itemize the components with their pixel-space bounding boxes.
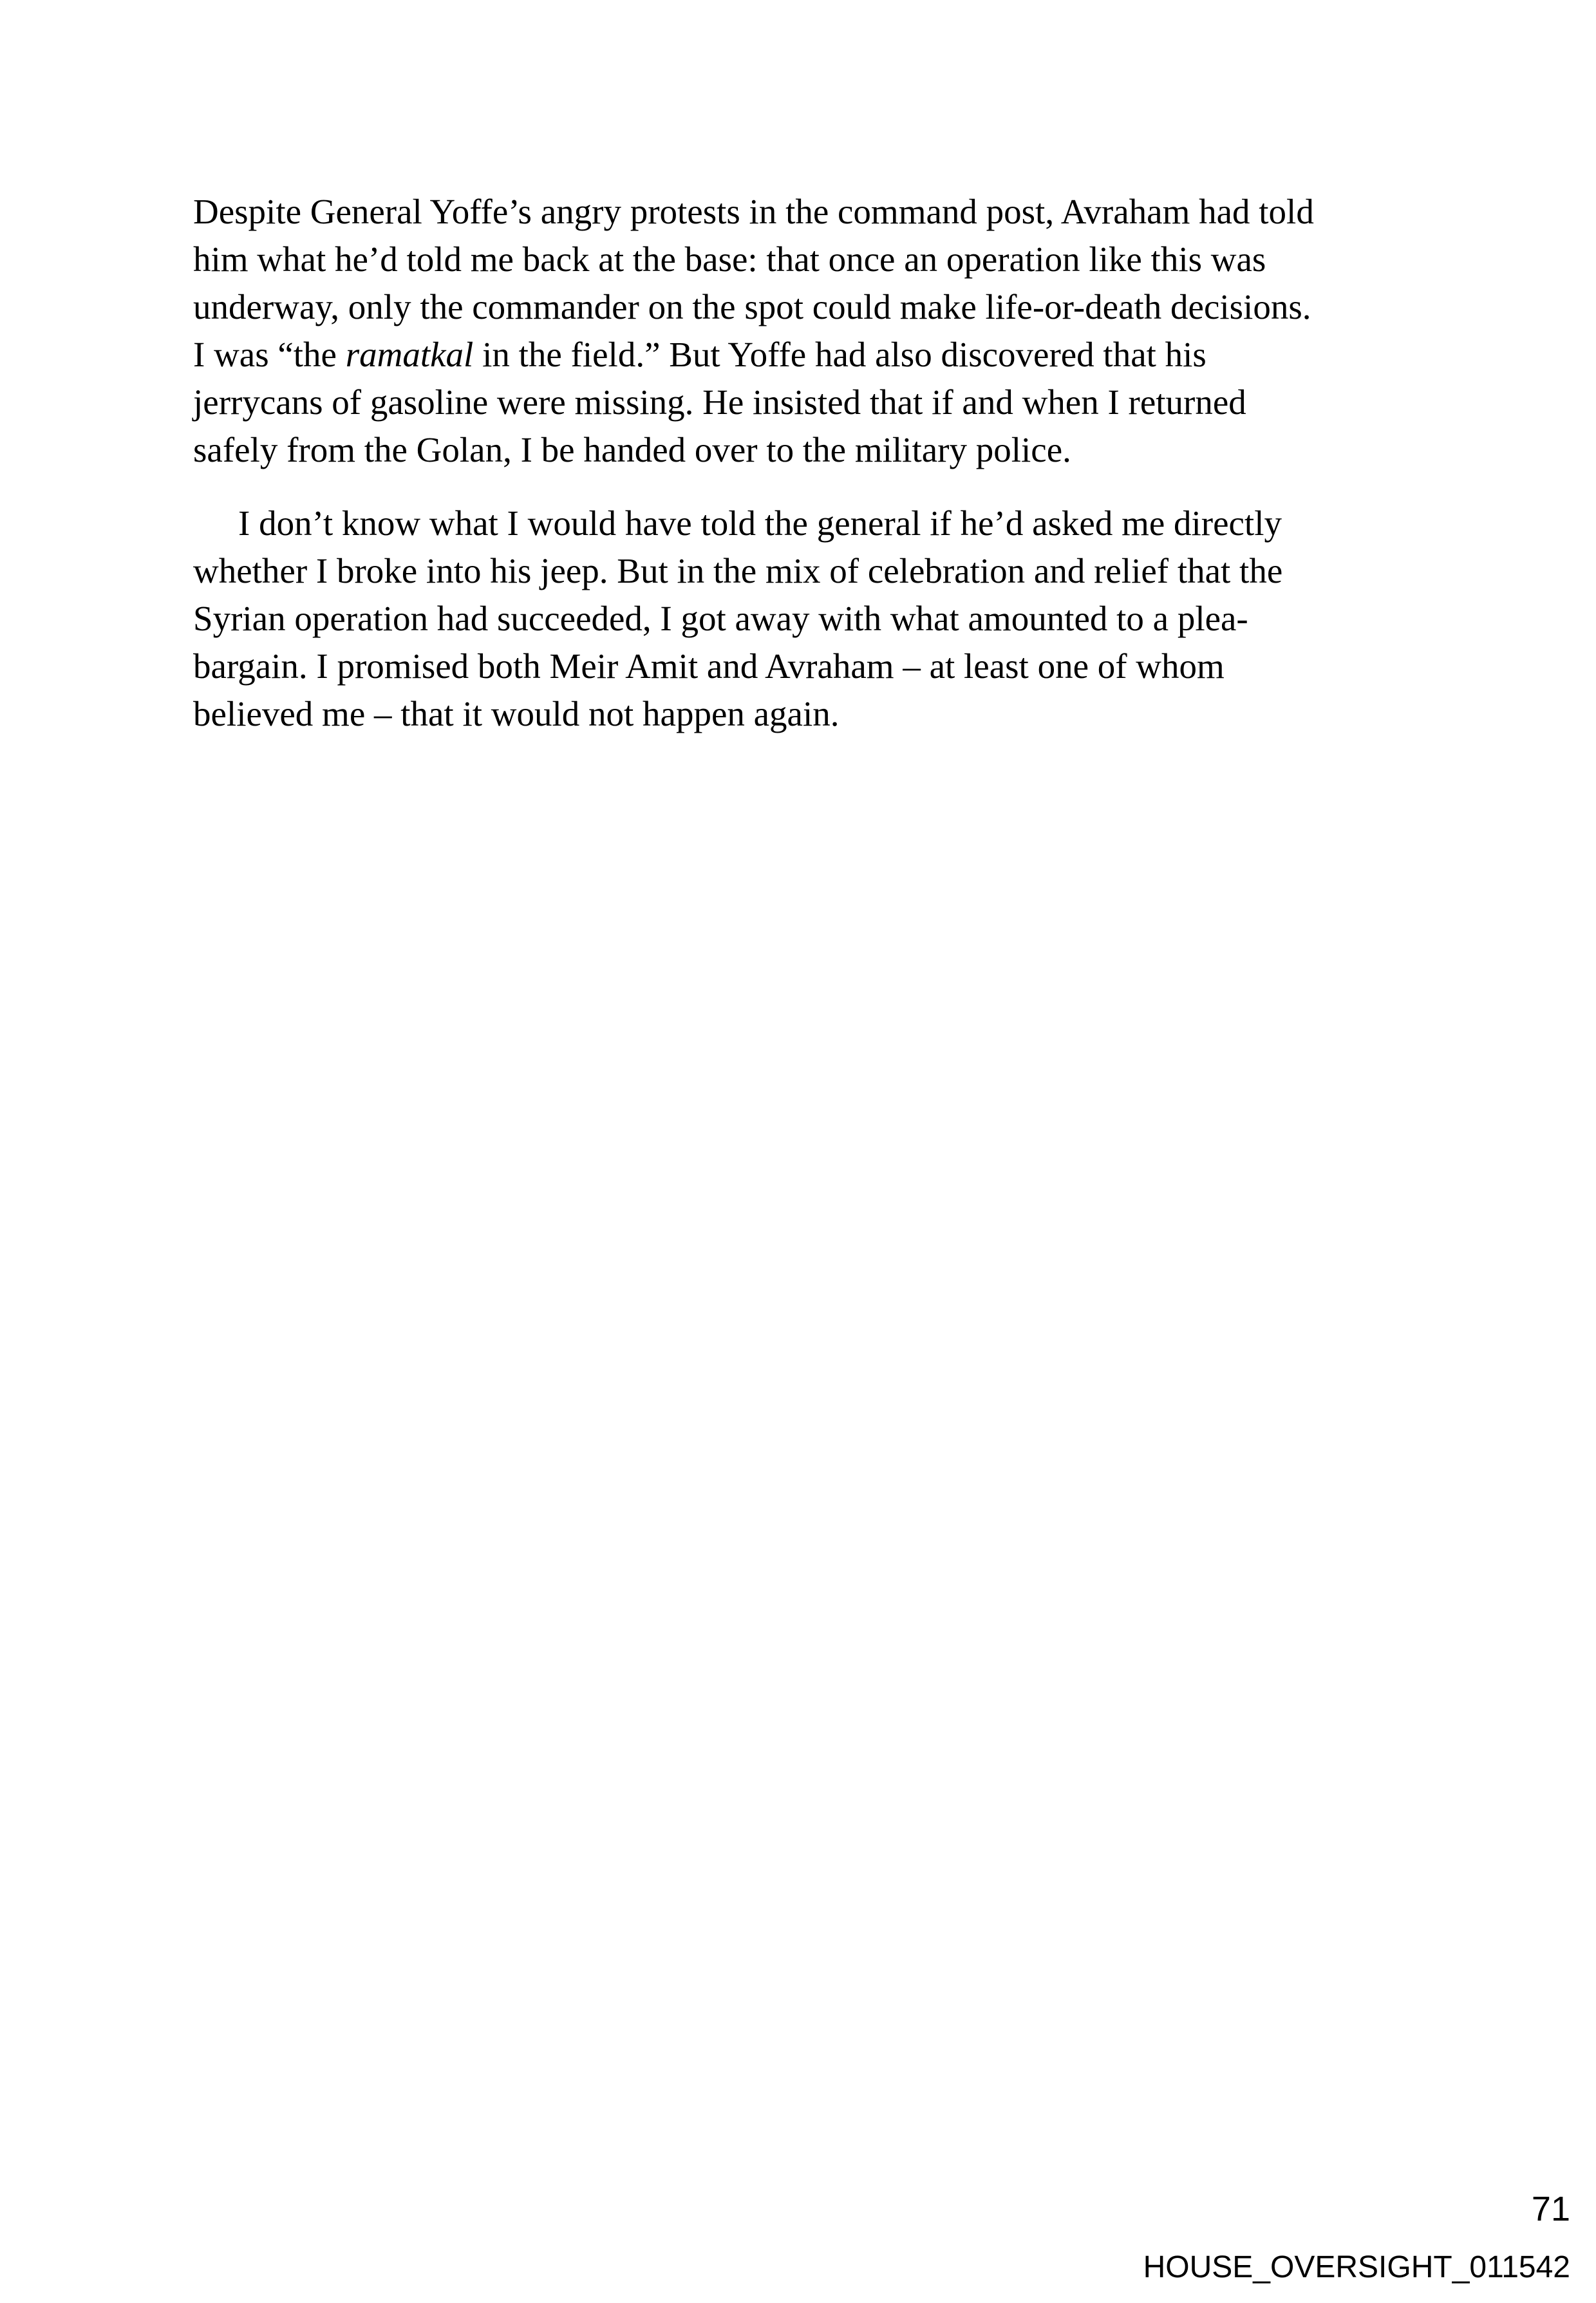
italic-term: ramatkal (345, 335, 474, 374)
page-number: 71 (1531, 2190, 1570, 2228)
paragraph-1 (193, 188, 1416, 474)
text-segment: I was “the (193, 335, 346, 374)
text-line: I don’t know what I would have told the general if he’d asked me directly (238, 503, 1282, 543)
body-text (193, 188, 1416, 738)
text-segment: in the field.” But Yoffe had also discovered that his (473, 335, 1206, 374)
text-line: believed me – that it would not happen again. (193, 694, 840, 733)
text-line: bargain. I promised both Meir Amit and Avraham – at least one of whom (193, 646, 1225, 686)
paragraph-2 (193, 500, 1416, 738)
text-line: safely from the Golan, I be handed over to the military police. (193, 430, 1071, 469)
text-line: underway, only the commander on the spot could make life-or-death decisions. (193, 287, 1311, 326)
bates-number: HOUSE_OVERSIGHT_011542 (1143, 2250, 1570, 2284)
text-line: Syrian operation had succeeded, I got away with what amounted to a plea- (193, 599, 1248, 638)
text-line (193, 331, 1416, 379)
paragraph-gap (193, 474, 1416, 500)
text-line: Despite General Yoffe’s angry protests in the command post, Avraham had told (193, 192, 1314, 231)
text-line: whether I broke into his jeep. But in the mix of celebration and relief that the (193, 551, 1283, 590)
text-line: jerrycans of gasoline were missing. He insisted that if and when I returned (193, 382, 1246, 422)
text-line: him what he’d told me back at the base: that once an operation like this was (193, 240, 1266, 279)
